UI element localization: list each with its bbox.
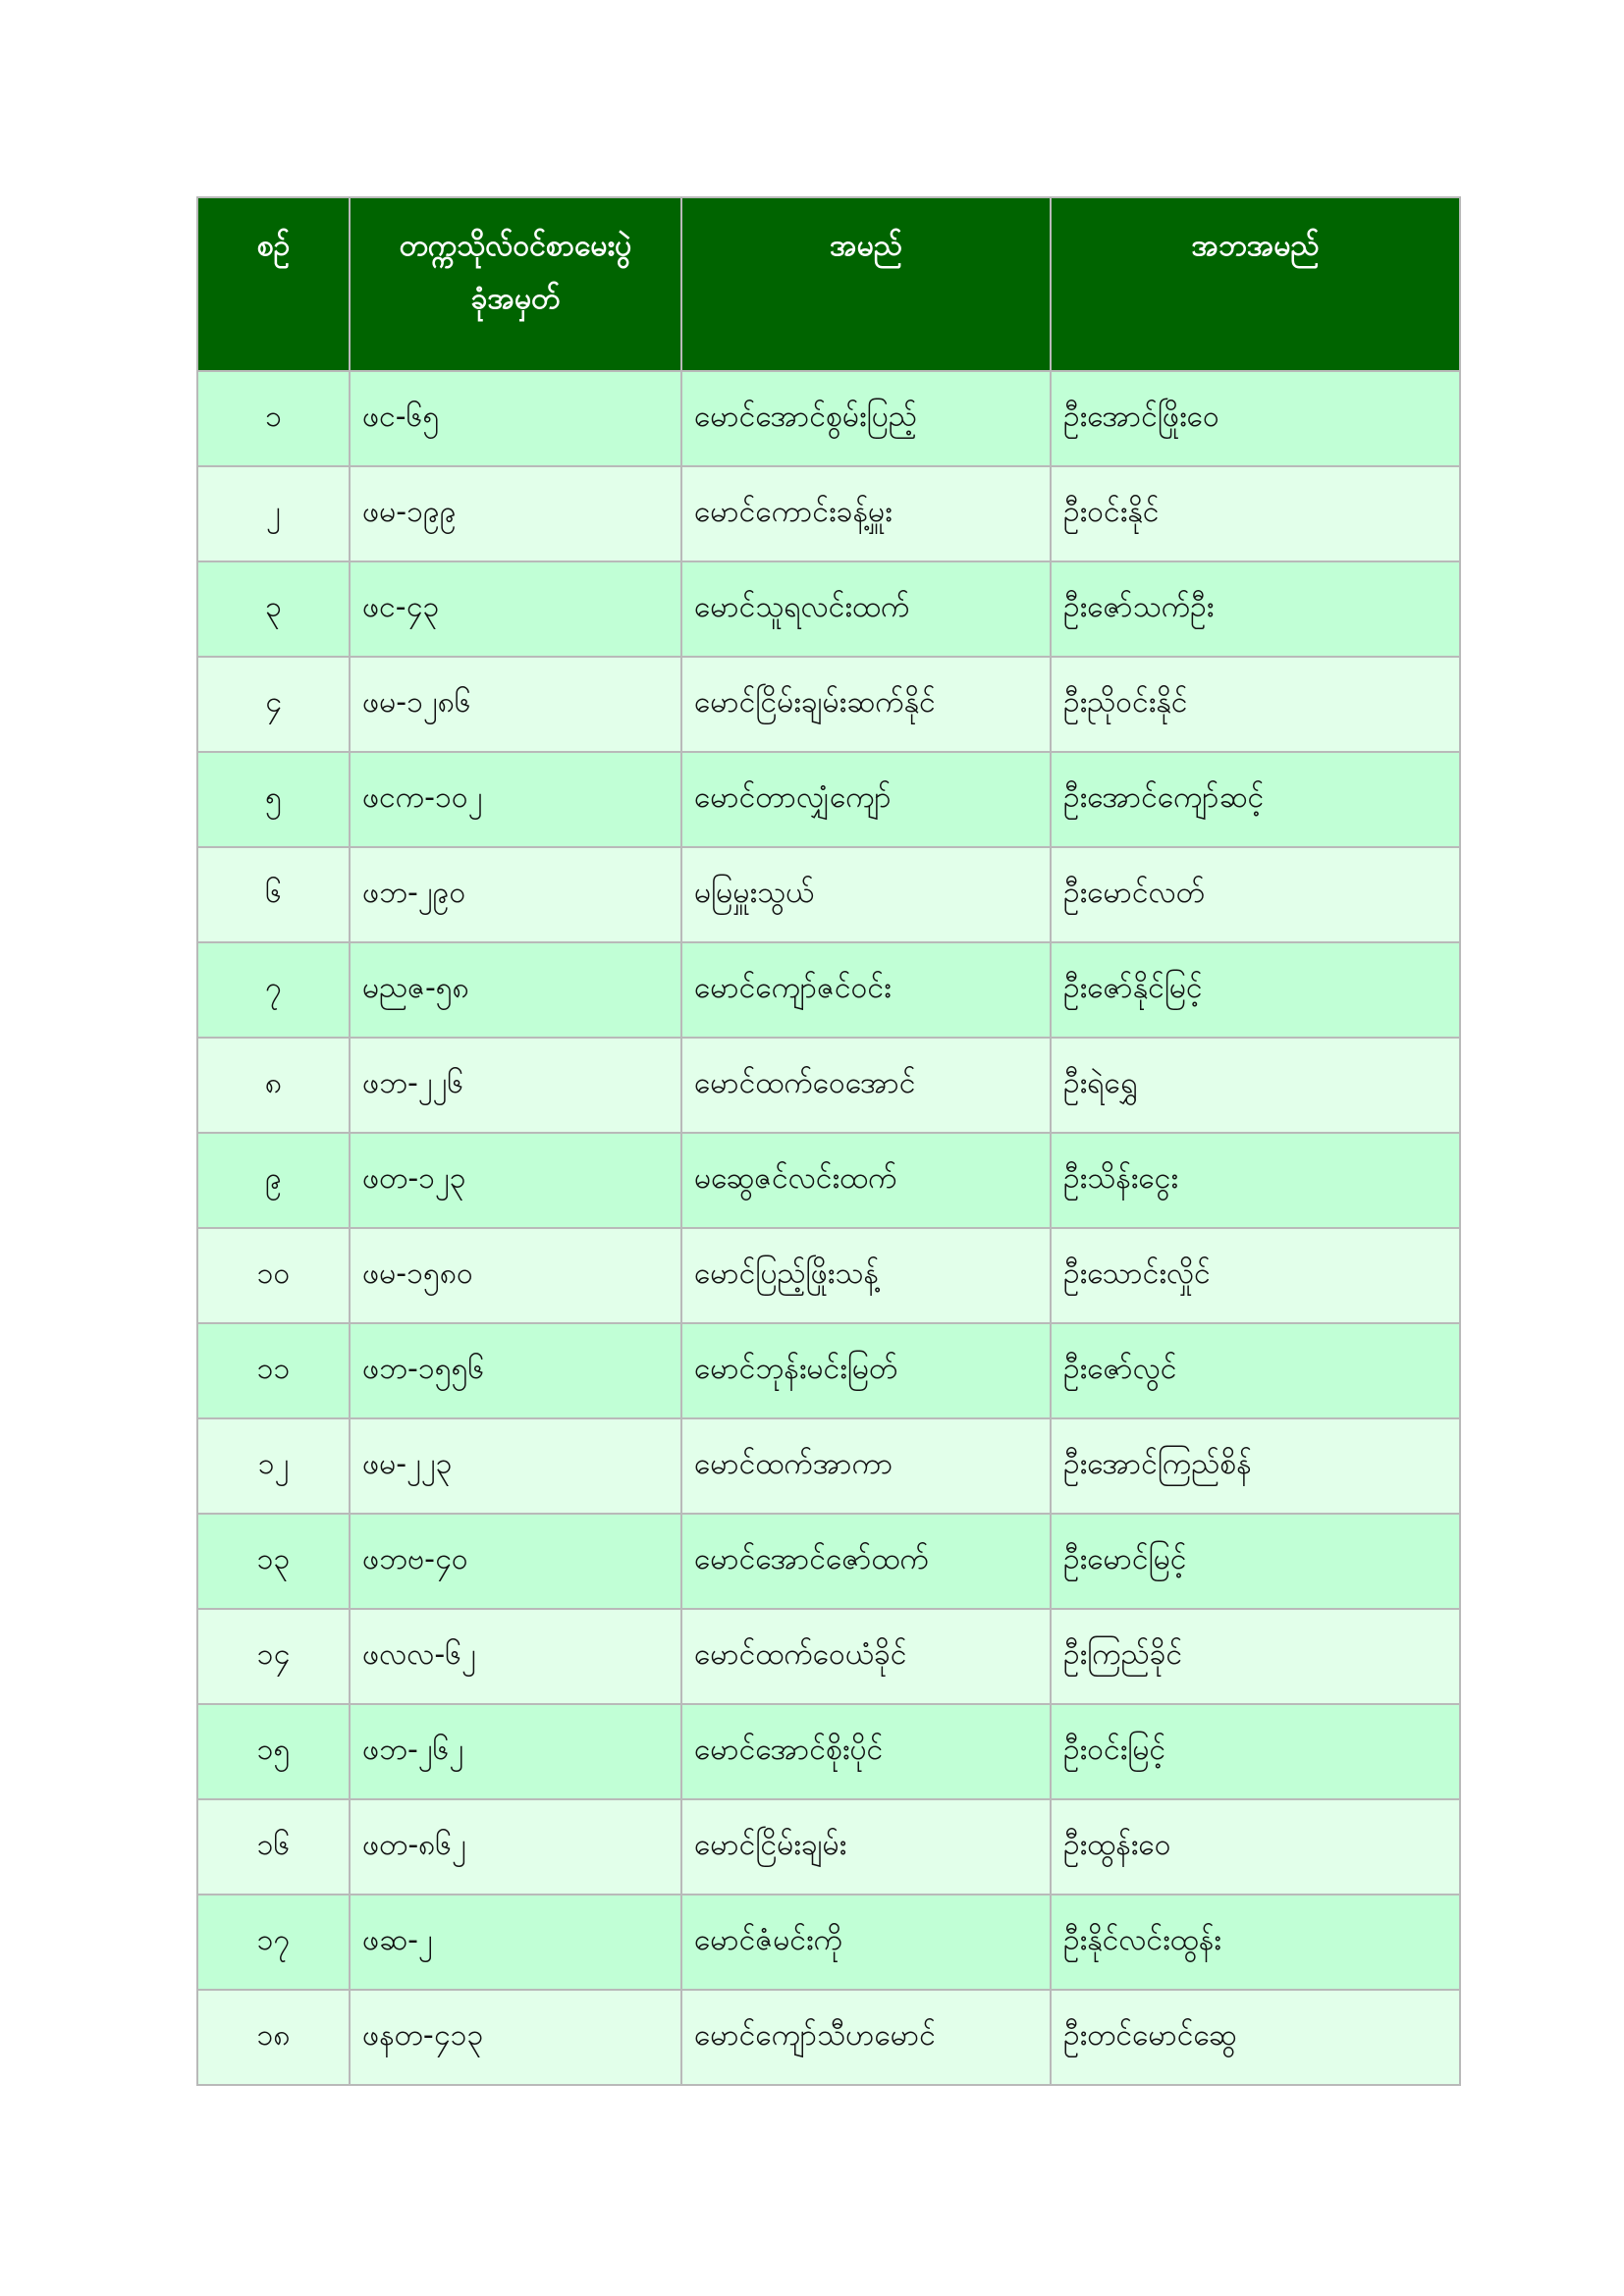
cell-no: ၁၇	[197, 1895, 350, 1990]
cell-roll-number: ဖတ-၈၆၂	[350, 1799, 681, 1895]
header-name-label: အမည်	[830, 229, 902, 263]
cell-name: မောင်ပြည့်ဖြိုးသန့်	[681, 1228, 1051, 1323]
cell-roll-number: ဖဘ-၂၂၆	[350, 1038, 681, 1133]
cell-roll-number: ဖနတ-၄၁၃	[350, 1990, 681, 2085]
cell-no: ၁၃	[197, 1514, 350, 1609]
table-row	[197, 1133, 1460, 1228]
cell-name: မောင်ထက်ဝေယံခိုင်	[681, 1609, 1051, 1704]
cell-name: မောင်အောင်စိုးပိုင်	[681, 1704, 1051, 1799]
cell-roll-number: ဖဘ-၂၉၀	[350, 847, 681, 942]
table-row	[197, 1418, 1460, 1514]
cell-father-name: ဦးမောင်မြင့်	[1051, 1514, 1460, 1609]
cell-name: မောင်ကောင်းခန့်မှူး	[681, 466, 1051, 561]
cell-father-name: ဦးမောင်လတ်	[1051, 847, 1460, 942]
cell-roll-number: ဖင-၄၃	[350, 561, 681, 657]
cell-father-name: ဦးအောင်ကျော်ဆင့်	[1051, 752, 1460, 847]
cell-roll-number: ဖငက-၁၀၂	[350, 752, 681, 847]
cell-name: မဆွေဇင်လင်းထက်	[681, 1133, 1051, 1228]
table-row	[197, 1323, 1460, 1418]
cell-roll-number: ဖမ-၂၂၃	[350, 1418, 681, 1514]
cell-father-name: ဦးဝင်းနိုင်	[1051, 466, 1460, 561]
cell-father-name: ဦးတင်မောင်ဆွေ	[1051, 1990, 1460, 2085]
cell-father-name: ဦးသောင်းလှိုင်	[1051, 1228, 1460, 1323]
table-row	[197, 561, 1460, 657]
cell-roll-number: ဖဘဗ-၄၀	[350, 1514, 681, 1609]
header-father-label: အဘအမည်	[1191, 229, 1320, 263]
cell-no: ၁၁	[197, 1323, 350, 1418]
cell-roll-number: ဖလလ-၆၂	[350, 1609, 681, 1704]
header-roll-line1: တက္ကသိုလ်ဝင်စာမေးပွဲ	[399, 229, 632, 263]
cell-roll-number: ဖင-၆၅	[350, 371, 681, 466]
cell-name: မောင်ထက်ဝေအောင်	[681, 1038, 1051, 1133]
cell-roll-number: ဖမ-၁၅၈၀	[350, 1228, 681, 1323]
cell-father-name: ဦးဝင်းမြင့်	[1051, 1704, 1460, 1799]
cell-no: ၁၈	[197, 1990, 350, 2085]
table-row	[197, 1799, 1460, 1895]
cell-roll-number: ဖဘ-၁၅၅၆	[350, 1323, 681, 1418]
table-row	[197, 1704, 1460, 1799]
cell-no: ၃	[197, 561, 350, 657]
cell-father-name: ဦးထွန်းဝေ	[1051, 1799, 1460, 1895]
cell-father-name: ဦးအောင်ဖြိုးဝေ	[1051, 371, 1460, 466]
cell-father-name: ဦးဇော်နိုင်မြင့်	[1051, 942, 1460, 1038]
cell-no: ၁၅	[197, 1704, 350, 1799]
header-no	[197, 197, 350, 371]
cell-no: ၁၆	[197, 1799, 350, 1895]
cell-no: ၇	[197, 942, 350, 1038]
cell-father-name: ဦးညိုဝင်းနိုင်	[1051, 657, 1460, 752]
cell-roll-number: ဖဆ-၂	[350, 1895, 681, 1990]
cell-no: ၆	[197, 847, 350, 942]
cell-father-name: ဦးကြည်ခိုင်	[1051, 1609, 1460, 1704]
cell-name: မောင်ဇံမင်းကို	[681, 1895, 1051, 1990]
cell-name: မောင်အောင်စွမ်းပြည့်	[681, 371, 1051, 466]
cell-father-name: ဦးအောင်ကြည်စိန်	[1051, 1418, 1460, 1514]
cell-father-name: ဦးနိုင်လင်းထွန်း	[1051, 1895, 1460, 1990]
cell-roll-number: ဖမ-၁၉၉	[350, 466, 681, 561]
cell-no: ၈	[197, 1038, 350, 1133]
cell-no: ၁၂	[197, 1418, 350, 1514]
header-father-name	[1051, 197, 1460, 371]
table-header-row	[197, 197, 1460, 371]
cell-name: မောင်ထက်အာကာ	[681, 1418, 1051, 1514]
table-row	[197, 1990, 1460, 2085]
table-row	[197, 371, 1460, 466]
table-row	[197, 1895, 1460, 1990]
cell-name: မမြမှူးသွယ်	[681, 847, 1051, 942]
cell-name: မောင်အောင်ဇော်ထက်	[681, 1514, 1051, 1609]
table-row	[197, 466, 1460, 561]
table-body	[197, 371, 1460, 2085]
cell-father-name: ဦးဇော်သက်ဦး	[1051, 561, 1460, 657]
cell-name: မောင်ဘုန်းမင်းမြတ်	[681, 1323, 1051, 1418]
results-table	[196, 196, 1461, 2086]
cell-name: မောင်ငြိမ်းချမ်း	[681, 1799, 1051, 1895]
table-row	[197, 1609, 1460, 1704]
cell-no: ၄	[197, 657, 350, 752]
cell-roll-number: မညဇ-၅၈	[350, 942, 681, 1038]
cell-no: ၉	[197, 1133, 350, 1228]
cell-no: ၂	[197, 466, 350, 561]
cell-name: မောင်ကျော်သီဟမောင်	[681, 1990, 1051, 2085]
header-roll-number	[350, 197, 681, 371]
cell-roll-number: ဖတ-၁၂၃	[350, 1133, 681, 1228]
header-roll-line2: ခုံအမှတ်	[470, 282, 561, 316]
table-row	[197, 1038, 1460, 1133]
table-row	[197, 942, 1460, 1038]
cell-no: ၁၀	[197, 1228, 350, 1323]
cell-roll-number: ဖဘ-၂၆၂	[350, 1704, 681, 1799]
table-row	[197, 752, 1460, 847]
table-row	[197, 1514, 1460, 1609]
header-no-label: စဉ်	[256, 229, 291, 263]
table-row	[197, 847, 1460, 942]
cell-name: မောင်တာလျှံကျော်	[681, 752, 1051, 847]
cell-no: ၅	[197, 752, 350, 847]
table-row	[197, 657, 1460, 752]
cell-father-name: ဦးဇော်လွင်	[1051, 1323, 1460, 1418]
cell-father-name: ဦးရဲရွှေ	[1051, 1038, 1460, 1133]
cell-name: မောင်သူရလင်းထက်	[681, 561, 1051, 657]
cell-no: ၁၄	[197, 1609, 350, 1704]
cell-roll-number: ဖမ-၁၂၈၆	[350, 657, 681, 752]
cell-name: မောင်ကျော်ဇင်ဝင်း	[681, 942, 1051, 1038]
cell-name: မောင်ငြိမ်းချမ်းဆက်နိုင်	[681, 657, 1051, 752]
table-row	[197, 1228, 1460, 1323]
cell-no: ၁	[197, 371, 350, 466]
header-name	[681, 197, 1051, 371]
cell-father-name: ဦးသိန်းငွေး	[1051, 1133, 1460, 1228]
